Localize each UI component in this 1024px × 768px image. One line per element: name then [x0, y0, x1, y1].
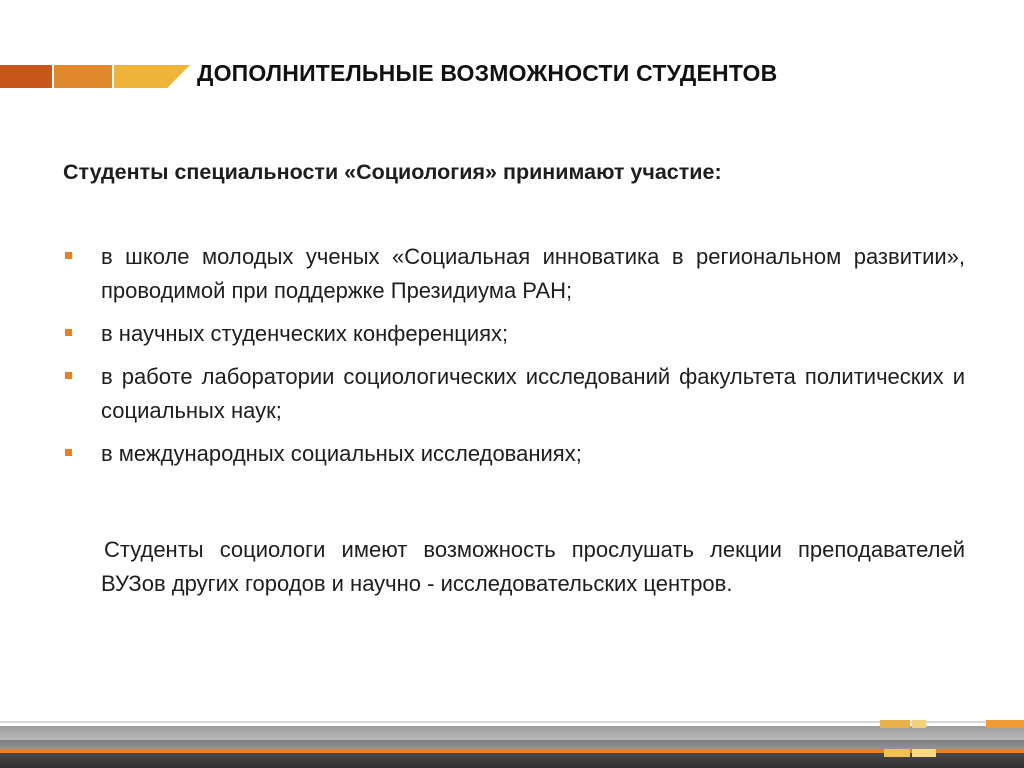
footer-bar-light: [0, 726, 1024, 740]
list-item: [63, 437, 965, 471]
stripe-segment: [54, 65, 112, 88]
square-bullet-icon: [65, 372, 72, 379]
stripe-segment: [114, 65, 190, 88]
footer-accent-block: [880, 720, 910, 728]
footer-accent-block: [884, 749, 910, 757]
header-decor-stripe: [0, 65, 190, 88]
list-item: [63, 360, 965, 428]
footer-hairline: [0, 721, 1024, 723]
square-bullet-icon: [65, 329, 72, 336]
footer-decor-band: [0, 716, 1024, 768]
footer-accent-block: [912, 720, 926, 728]
closing-paragraph: Студенты социологи имеют возможность прослушать лекции преподавателей ВУЗов других городов и научно - исследовательских центров.: [101, 537, 965, 596]
intro-text: Студенты специальности «Социология» принимают участие:: [63, 160, 722, 184]
footer-accent-block: [912, 749, 936, 757]
list-item-text: в научных студенческих конференциях;: [101, 321, 509, 346]
square-bullet-icon: [65, 252, 72, 259]
footer-bar-dark: [0, 753, 1024, 768]
list-item: [63, 240, 965, 308]
slide-title: ДОПОЛНИТЕЛЬНЫЕ ВОЗМОЖНОСТИ СТУДЕНТОВ: [197, 60, 778, 86]
list-item-text: в международных социальных исследованиях;: [101, 441, 582, 466]
list-item-text: в работе лаборатории социологических исследований факультета политических и социальных наук;: [101, 364, 965, 423]
list-item: [63, 317, 965, 351]
list-item-text: в школе молодых ученых «Социальная инноватика в региональном развитии», проводимой при поддержке Президиума РАН;: [101, 244, 965, 303]
footer-accent-block: [986, 720, 1024, 728]
square-bullet-icon: [65, 449, 72, 456]
stripe-segment: [0, 65, 52, 88]
participation-list: [63, 240, 965, 480]
